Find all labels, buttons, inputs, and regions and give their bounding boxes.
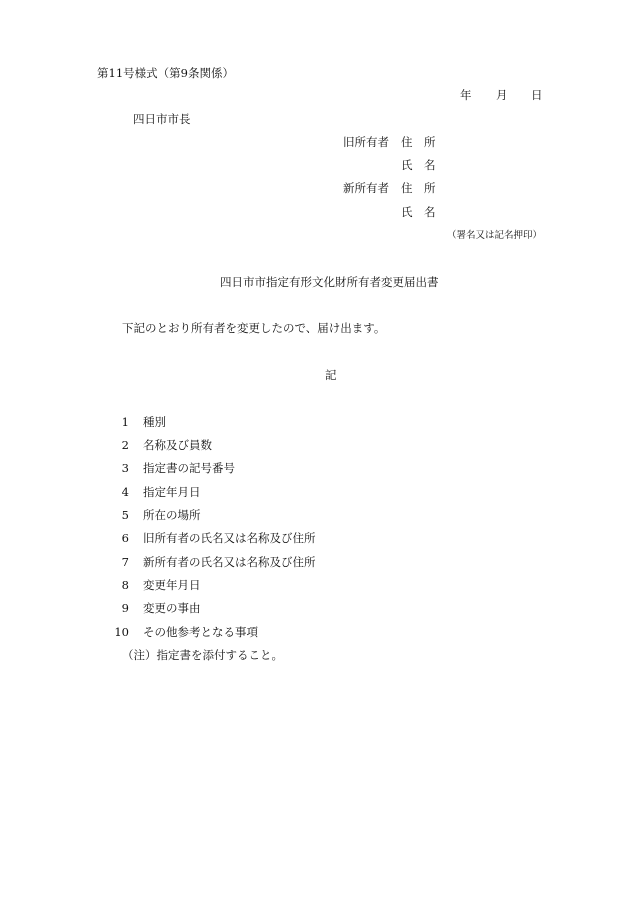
item-number: 2 <box>121 438 129 452</box>
item-number: 6 <box>121 531 129 545</box>
item-number: 8 <box>121 578 129 592</box>
former-owner-label: 旧所有者 <box>343 135 389 149</box>
addressee: 四日市市長 <box>133 112 191 126</box>
body-text: 下記のとおり所有者を変更したので、届け出ます。 <box>122 321 386 335</box>
new-owner-name-label: 氏 名 <box>401 205 436 219</box>
item-number: 7 <box>121 555 129 569</box>
former-owner-name-label: 氏 名 <box>401 158 436 172</box>
item-text: 旧所有者の氏名又は名称及び住所 <box>143 531 316 545</box>
item-number: 5 <box>121 508 129 522</box>
date-day-label: 日 <box>531 88 543 102</box>
former-owner-address-label: 住 所 <box>401 135 436 149</box>
form-label: 第11号様式（第9条関係） <box>97 66 234 80</box>
signature-note: （署名又は記名押印） <box>447 230 543 241</box>
ki-heading: 記 <box>325 368 337 382</box>
item-number: 1 <box>121 415 129 429</box>
item-text: 所在の場所 <box>143 508 201 522</box>
item-text: 変更の事由 <box>143 601 201 615</box>
new-owner-address-label: 住 所 <box>401 181 436 195</box>
date-year-label: 年 <box>460 88 472 102</box>
item-text: 種別 <box>143 415 166 429</box>
date-month-label: 月 <box>496 88 508 102</box>
item-number: 10 <box>114 625 129 639</box>
item-text: 変更年月日 <box>143 578 201 592</box>
new-owner-label: 新所有者 <box>343 181 389 195</box>
attachment-note: （注）指定書を添付すること。 <box>122 648 283 662</box>
item-number: 3 <box>121 461 129 475</box>
item-text: 指定書の記号番号 <box>143 461 235 475</box>
document-title: 四日市市指定有形文化財所有者変更届出書 <box>220 275 439 289</box>
item-number: 9 <box>121 601 129 615</box>
item-text: 指定年月日 <box>143 485 201 499</box>
item-number: 4 <box>121 485 129 499</box>
item-text: その他参考となる事項 <box>143 625 258 639</box>
item-text: 名称及び員数 <box>143 438 212 452</box>
item-text: 新所有者の氏名又は名称及び住所 <box>143 555 316 569</box>
